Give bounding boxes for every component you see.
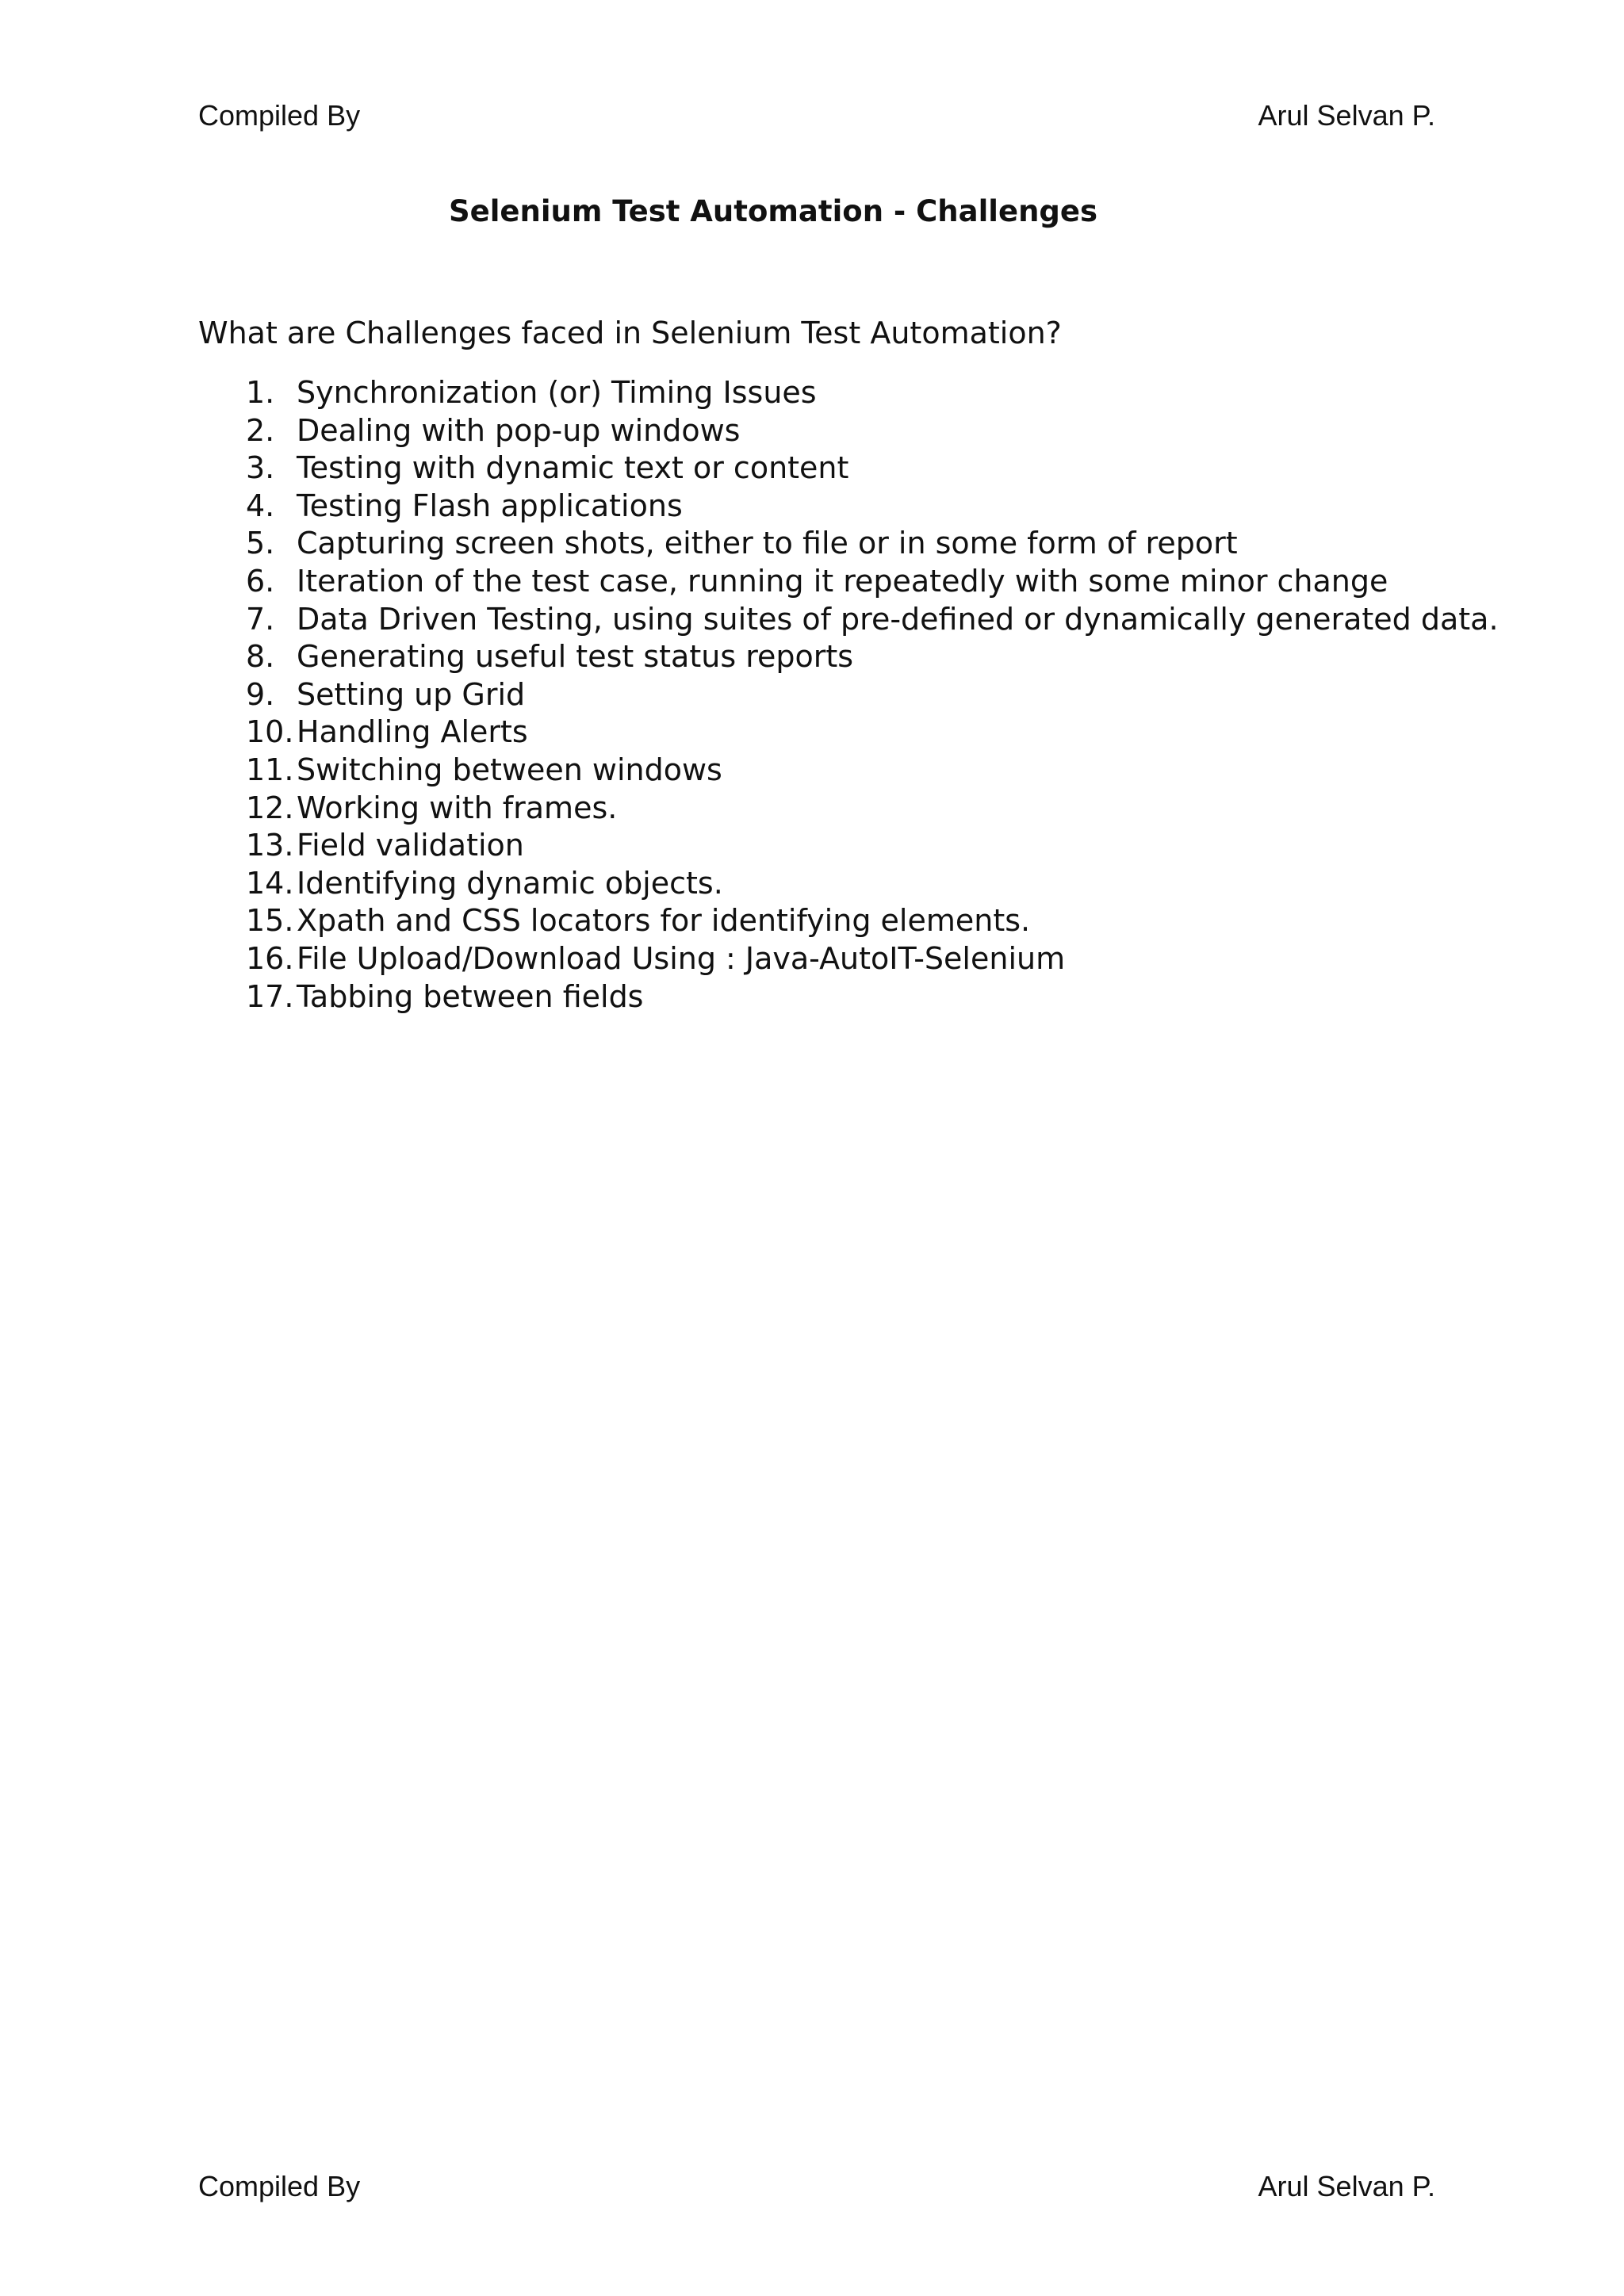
list-item-text: Dealing with pop-up windows xyxy=(297,412,741,448)
list-item-number: 8. xyxy=(246,639,275,675)
list-item xyxy=(198,902,1467,940)
list-item-text: Iteration of the test case, running it repeatedly with some minor change xyxy=(297,563,1388,599)
list-item-number: 4. xyxy=(246,488,275,523)
list-item-text: Synchronization (or) Timing Issues xyxy=(297,375,817,410)
list-item xyxy=(198,790,1467,828)
list-item-text: File Upload/Download Using : Java-AutoIT-Selenium xyxy=(297,940,1066,976)
list-item-number: 3. xyxy=(246,450,275,486)
list-item-number: 2. xyxy=(246,412,275,448)
list-item-number: 6. xyxy=(246,563,275,599)
footer-compiled-by: Compiled By xyxy=(198,2170,361,2202)
question-heading: What are Challenges faced in Selenium Test Automation? xyxy=(198,316,1062,350)
list-item-text: Field validation xyxy=(297,828,524,863)
list-item xyxy=(198,676,1467,714)
list-item-text: Switching between windows xyxy=(297,752,722,787)
list-item xyxy=(198,978,1467,1016)
list-item-text: Tabbing between fields xyxy=(297,978,644,1014)
list-item xyxy=(198,940,1467,978)
list-item xyxy=(198,412,1467,450)
list-item-text: Working with frames. xyxy=(297,790,618,825)
list-item-number: 12. xyxy=(246,790,294,825)
list-item-number: 14. xyxy=(246,865,294,901)
list-item-text: Capturing screen shots, either to file or in some form of report xyxy=(297,526,1238,561)
list-item xyxy=(198,638,1467,676)
list-item-number: 5. xyxy=(246,526,275,561)
list-item-number: 15. xyxy=(246,903,294,939)
list-item xyxy=(198,374,1467,412)
list-item-text: Data Driven Testing, using suites of pre-defined or dynamically generated data. xyxy=(297,601,1499,637)
list-item-text: Identifying dynamic objects. xyxy=(297,865,723,901)
list-item-number: 10. xyxy=(246,714,294,750)
list-item-text: Testing Flash applications xyxy=(297,488,683,523)
list-item xyxy=(198,525,1467,563)
footer-author: Arul Selvan P. xyxy=(1258,2170,1435,2202)
list-item-number: 7. xyxy=(246,601,275,637)
list-item xyxy=(198,827,1467,865)
document-title: Selenium Test Automation - Challenges xyxy=(448,194,1098,228)
list-item-number: 1. xyxy=(246,375,275,410)
list-item-number: 11. xyxy=(246,752,294,787)
list-item xyxy=(198,450,1467,488)
list-item-text: Xpath and CSS locators for identifying elements. xyxy=(297,903,1031,939)
list-item-text: Setting up Grid xyxy=(297,676,526,712)
list-item xyxy=(198,601,1499,639)
header-compiled-by: Compiled By xyxy=(198,99,361,132)
list-item xyxy=(198,563,1467,601)
list-item xyxy=(198,752,1467,790)
list-item-number: 13. xyxy=(246,828,294,863)
list-item xyxy=(198,714,1467,752)
list-item-number: 16. xyxy=(246,940,294,976)
header-author: Arul Selvan P. xyxy=(1258,99,1435,132)
list-item-text: Testing with dynamic text or content xyxy=(297,450,849,486)
list-item-text: Generating useful test status reports xyxy=(297,639,854,675)
list-item-text: Handling Alerts xyxy=(297,714,528,750)
challenges-list xyxy=(198,374,1499,1016)
list-item xyxy=(198,865,1467,903)
list-item-number: 9. xyxy=(246,676,275,712)
list-item xyxy=(198,488,1467,526)
list-item-number: 17. xyxy=(246,978,294,1014)
